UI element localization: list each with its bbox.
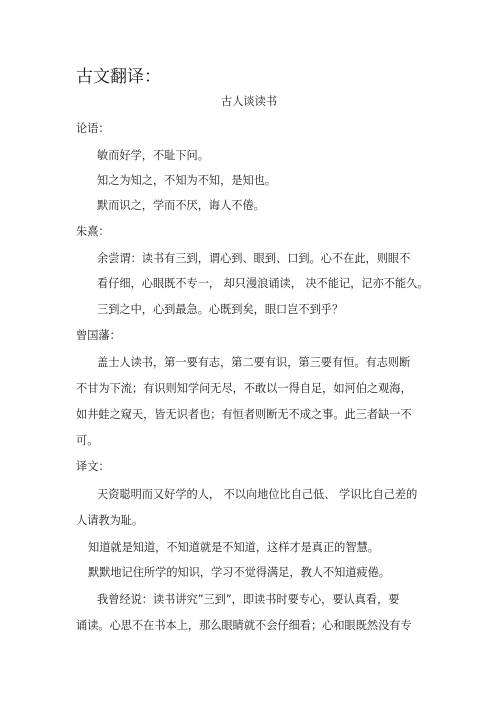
paragraph-line: 三到之中，心到最急。心既到矣，眼口岂不到乎？: [97, 303, 344, 316]
section-label-translation: 译文：: [76, 460, 110, 473]
paragraph-line: 敏而好学，不耻下问。: [97, 149, 209, 162]
section-label-zengguofan: 曾国藩：: [76, 329, 121, 342]
paragraph-line: 我曾经说：读书讲究”三到”，即读书时要专心，要认真看，要: [97, 593, 400, 606]
paragraph-line: 默而识之，学而不厌，诲人不倦。: [97, 199, 265, 212]
section-label-zhuxi: 朱熹：: [76, 225, 110, 238]
paragraph-line: 可。: [76, 434, 99, 447]
paragraph-line: 知道就是知道，不知道就是不知道，这样才是真正的智慧。: [88, 541, 379, 554]
paragraph-line: 默默地记住所学的知识，学习不觉得满足，教人不知道疲倦。: [88, 566, 391, 579]
paragraph-line: 看仔细，心眼既不专一， 却只漫浪诵读， 决不能记，记亦不能久。: [97, 277, 429, 290]
paragraph-line: 知之为知之，不知为不知，是知也。: [97, 174, 277, 187]
paragraph-line: 盖士人读书，第一要有志，第二要有识，第三要有恒。有志则断: [97, 356, 411, 369]
document-heading: 古文翻译：: [76, 67, 161, 87]
section-label-lunyu: 论语：: [76, 122, 110, 135]
paragraph-line: 天资聪明而又好学的人， 不以向地位比自己低、 学识比自己差的: [97, 488, 418, 501]
document-subtitle: 古人谈读书: [221, 95, 277, 108]
paragraph-line: 诵读。心思不在书本上，那么眼睛就不会仔细看；心和眼既然没有专: [76, 619, 412, 632]
paragraph-line: 余尝谓：读书有三到，谓心到、眼到、口到。心不在此，则眼不: [97, 252, 411, 265]
paragraph-line: 如井蛙之窥天，皆无识者也；有恒者则断无不成之事。此三者缺一不: [76, 408, 412, 421]
paragraph-line: 不甘为下流；有识则知学问无尽，不敢以一得自足，如河伯之观海，: [76, 382, 412, 395]
paragraph-line: 人请教为耻。: [76, 514, 144, 527]
